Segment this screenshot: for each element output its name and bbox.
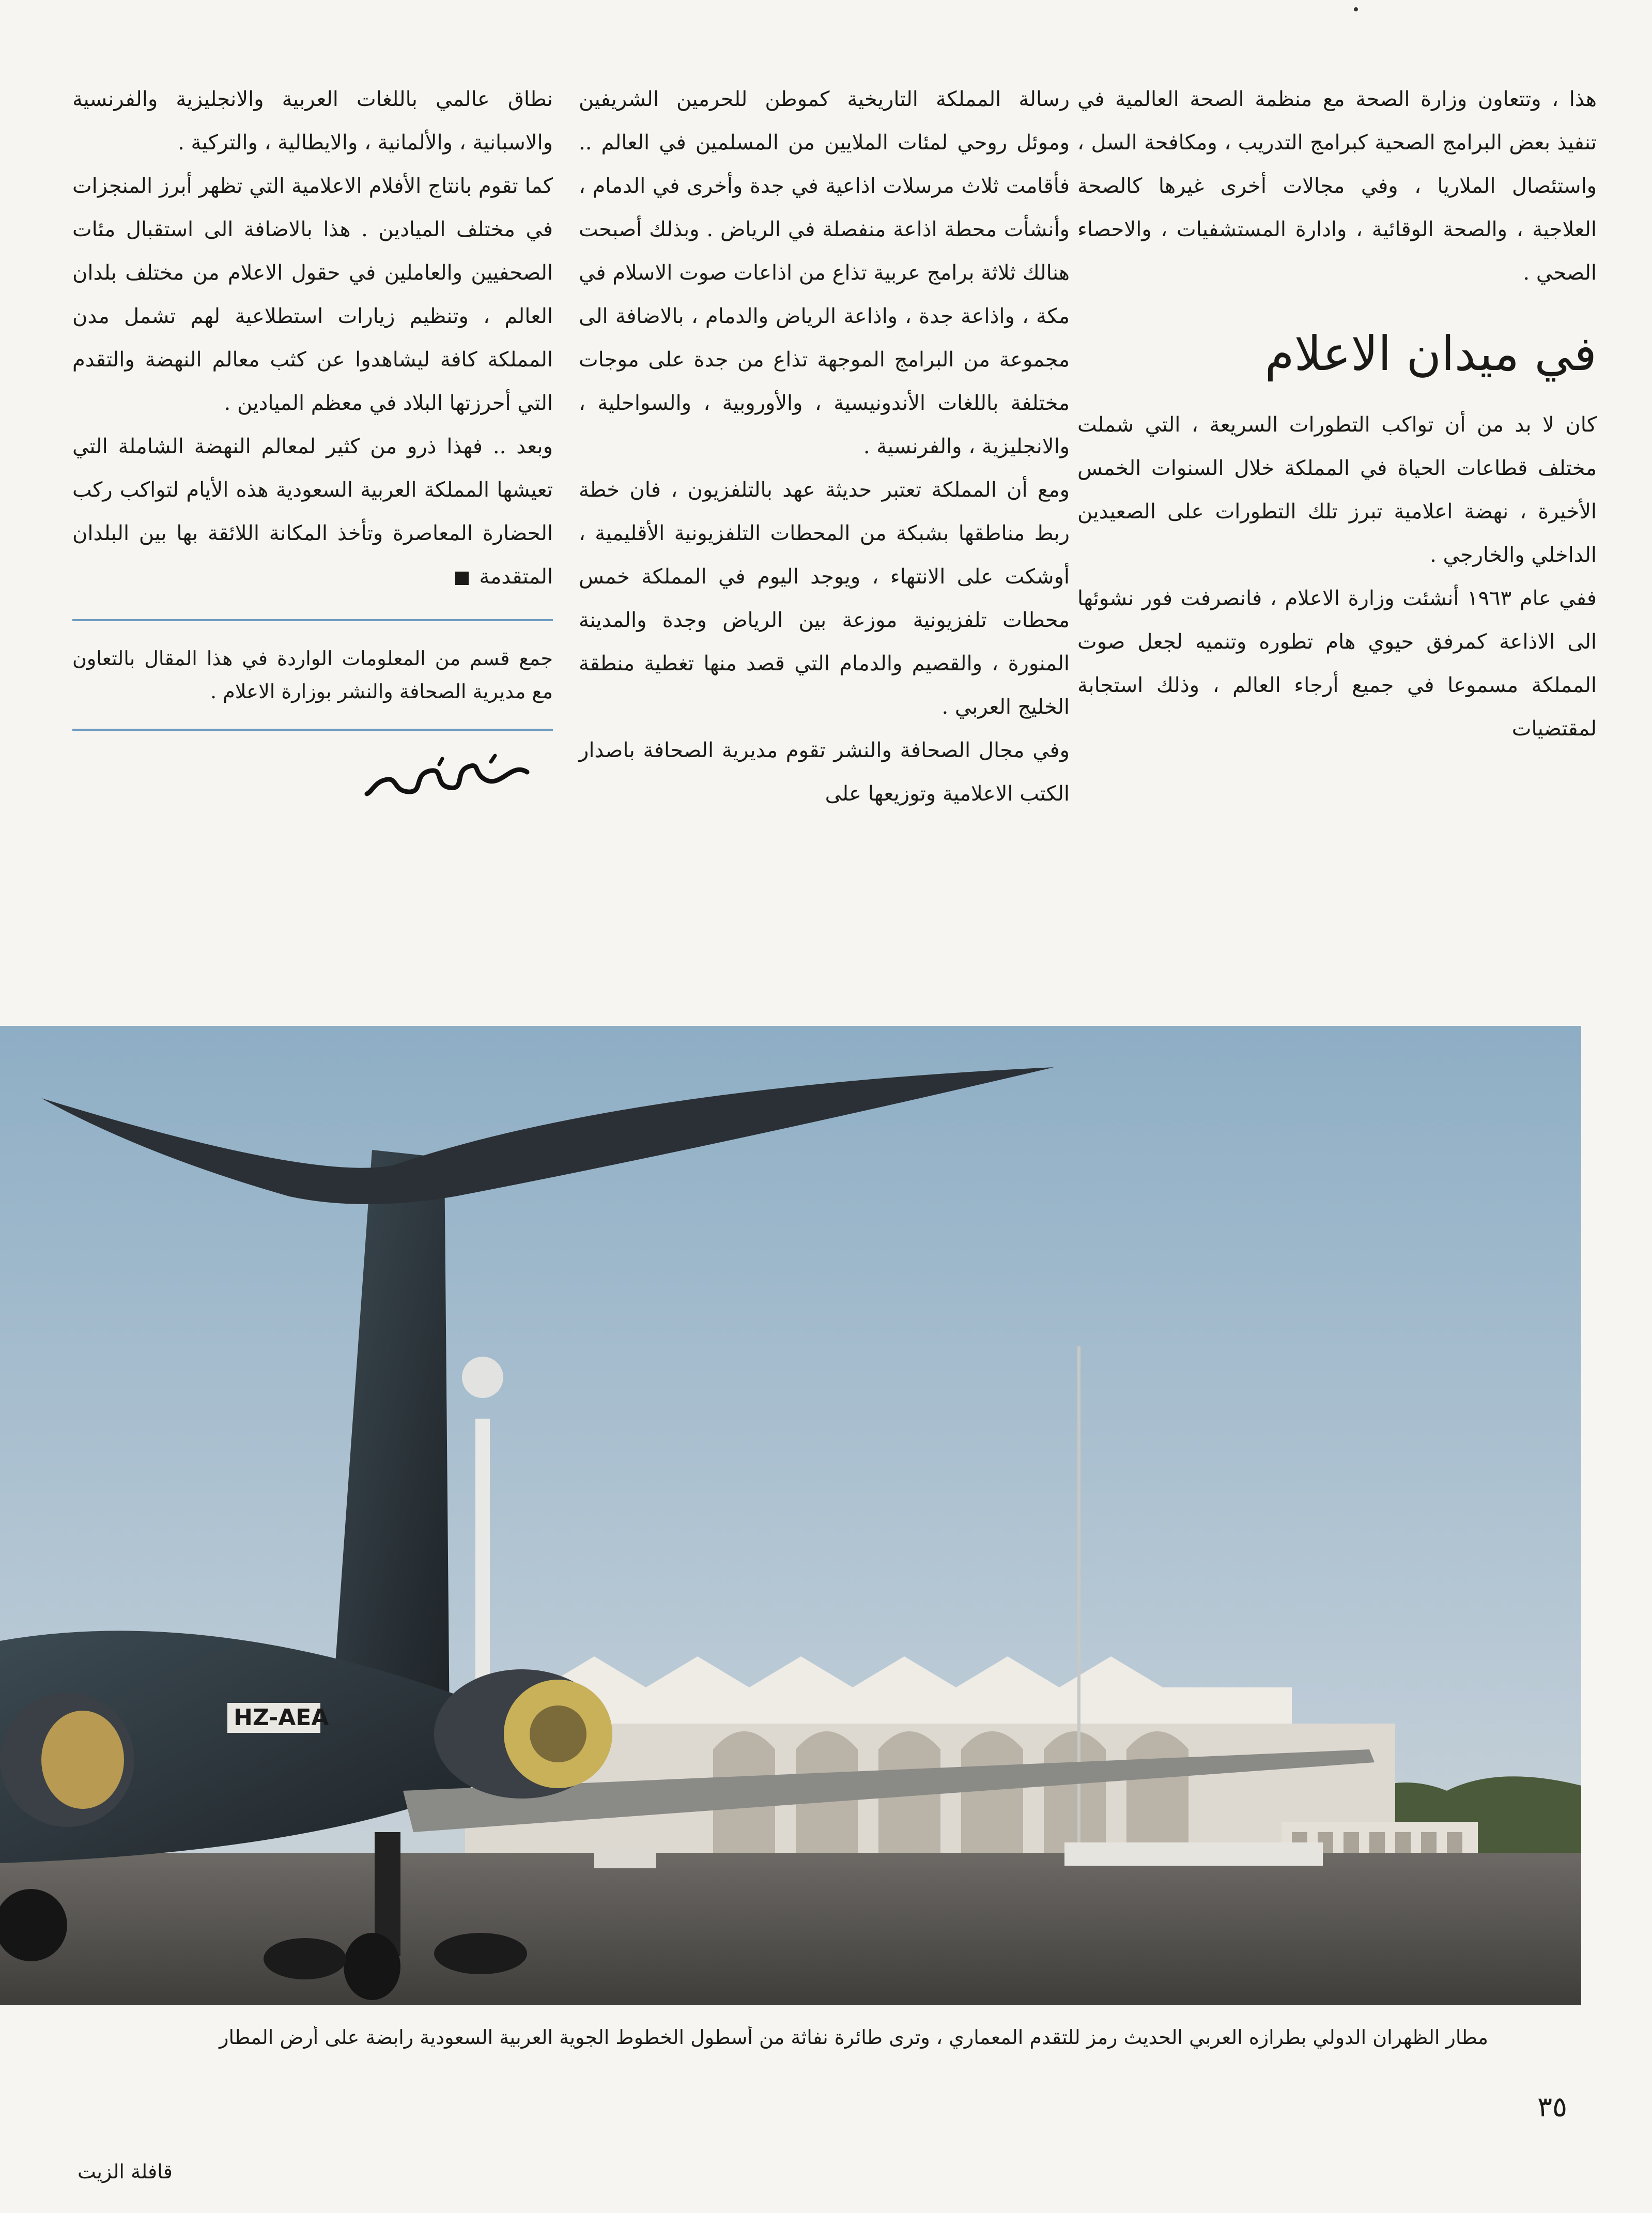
paragraph: ومع أن المملكة تعتبر حديثة عهد بالتلفزيون ، فان خطة ربط مناطقها بشبكة من المحطات التلفزيونية الأقليمية ، أوشكت على الانتهاء ، ويوجد اليوم في المملكة خمس محطات تلفزيونية موزعة بين الرياض وجدة والمدينة المنورة ، والقصيم والدمام التي قصد منها تغطية منطقة الخليج العربي . xyxy=(579,478,1070,719)
section-heading: في ميدان الاعلام xyxy=(1264,326,1597,381)
paragraph: وفي مجال الصحافة والنشر تقوم مديرية الصحافة باصدار الكتب الاعلامية وتوزيعها على xyxy=(579,739,1070,806)
paragraph: كان لا بد من أن تواكب التطورات السريعة ، التي شملت مختلف قطاعات الحياة في المملكة خلال السنوات الخمس الأخيرة ، نهضة اعلامية تبرز تلك التطورات على الصعيدين الداخلي والخارجي . xyxy=(1077,413,1597,567)
author-signature xyxy=(362,751,532,808)
magazine-name: قافلة الزيت xyxy=(78,2160,173,2183)
paragraph: رسالة المملكة التاريخية كموطن للحرمين الشريفين وموئل روحي لمئات الملايين من المسلمين في العالم .. فأقامت ثلاث مرسلات اذاعية في جدة وأخرى في الدمام ، وأنشأت محطة اذاعة منفصلة في الرياض . وبذلك أصبحت هنالك ثلاثة برامج عربية تذاع من اذاعات صوت الاسلام في مكة ، واذاعة جدة ، واذاعة الرياض والدمام ، بالاضافة الى مجموعة من البرامج الموجهة تذاع من جدة على موجات مختلفة باللغات الأندونيسية ، والأوروبية ، والسواحلية ، والانجليزية ، والفرنسية . xyxy=(579,87,1070,458)
print-dot xyxy=(1354,7,1358,11)
airport-photo-illustration xyxy=(0,1026,1581,2005)
paragraph: نطاق عالمي باللغات العربية والانجليزية والفرنسية والاسبانية ، والألمانية ، والايطالية ، والتركية . xyxy=(72,87,553,155)
credit-note: جمع قسم من المعلومات الواردة في هذا المقال بالتعاون مع مديرية الصحافة والنشر بوزارة الاعلام . xyxy=(72,647,553,703)
column-left xyxy=(72,78,553,808)
divider xyxy=(72,619,553,621)
tail-registration: HZ-AEA xyxy=(234,1704,329,1731)
paragraph: كما تقوم بانتاج الأفلام الاعلامية التي تظهر أبرز المنجزات في مختلف الميادين . هذا بالاضافة الى استقبال مئات الصحفيين والعاملين في حقول الاعلام من مختلف بلدان العالم ، وتنظيم زيارات استطلاعية لهم تشمل مدن المملكة كافة ليشاهدوا عن كثب معالم النهضة والتقدم التي أحرزتها البلاد في معظم الميادين . xyxy=(72,174,553,415)
column-right xyxy=(1077,78,1597,750)
column-middle xyxy=(579,78,1070,816)
closing-text: وبعد .. فهذا ذرو من كثير لمعالم النهضة الشاملة التي تعيشها المملكة العربية السعودية هذه الأيام لتواكب ركب الحضارة المعاصرة وتأخذ المكانة اللائقة بها بين البلدان المتقدمة xyxy=(72,435,553,589)
paragraph xyxy=(72,425,553,598)
divider xyxy=(72,729,553,731)
page-number: ٣٥ xyxy=(1537,2091,1568,2123)
end-mark-icon xyxy=(455,572,469,585)
photo-caption: مطار الظهران الدولي بطرازه العربي الحديث رمز للتقدم المعماري ، وترى طائرة نفاثة من أسطول الخطوط الجوية العربية السعودية رابضة على أرض المطار xyxy=(219,2026,1488,2049)
paragraph: ففي عام ١٩٦٣ أنشئت وزارة الاعلام ، فانصرفت فور نشوئها الى الاذاعة كمرفق حيوي هام تطوره وتنميه لجعل صوت المملكة مسموعا في جميع أرجاء العالم ، وذلك استجابة لمقتضيات xyxy=(1077,587,1597,741)
airport-photo xyxy=(0,1026,1581,2005)
paragraph: هذا ، وتتعاون وزارة الصحة مع منظمة الصحة العالمية في تنفيذ بعض البرامج الصحية كبرامج التدريب ، ومكافحة السل ، واستئصال الملاريا ، وفي مجالات أخرى غيرها كالصحة العلاجية ، والصحة الوقائية ، وادارة المستشفيات ، والاحصاء الصحي . xyxy=(1077,87,1597,285)
